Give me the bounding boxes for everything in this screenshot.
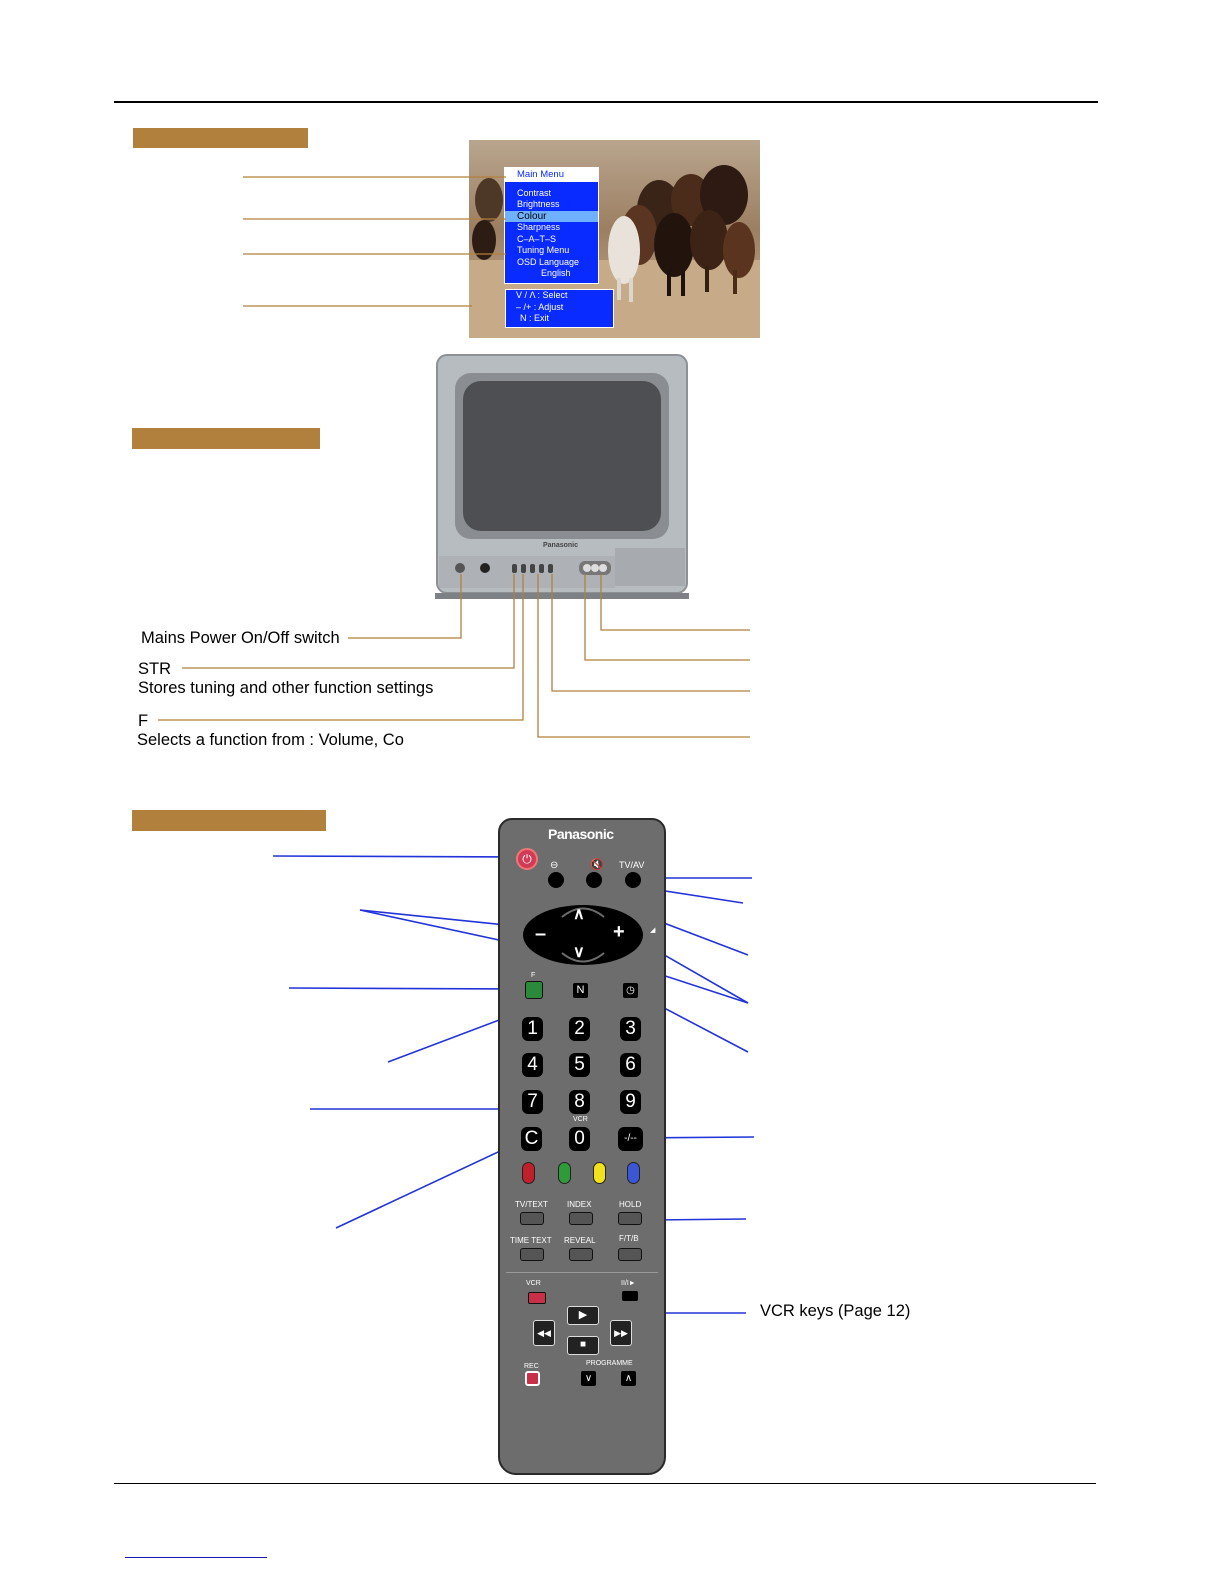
num-8-button[interactable]: 8	[569, 1090, 590, 1114]
programme-up-button[interactable]: ∧	[621, 1371, 636, 1386]
hold-button[interactable]	[618, 1212, 642, 1225]
hold-label: HOLD	[619, 1200, 642, 1209]
ftb-label: F/T/B	[619, 1234, 639, 1243]
num-7-button[interactable]: 7	[522, 1090, 543, 1114]
osd-help-select: V / Λ : Select	[516, 290, 568, 300]
volume-indicator-icon: ◢	[650, 927, 656, 934]
osd-item-colour[interactable]: Colour	[505, 211, 598, 223]
mute-button[interactable]	[586, 872, 602, 888]
tvtext-label: TV/TEXT	[515, 1200, 548, 1209]
index-button[interactable]	[569, 1212, 593, 1225]
osd-item-english[interactable]: English	[541, 268, 571, 278]
num-6-button[interactable]: 6	[620, 1053, 641, 1077]
yellow-button[interactable]	[593, 1162, 606, 1184]
label-f-title: F	[138, 712, 149, 730]
osd-help-exit: N : Exit	[520, 313, 550, 323]
pause-label: II/I►	[621, 1280, 636, 1287]
num-0-button[interactable]: 0	[569, 1127, 590, 1151]
mute-icon: 🔇	[590, 859, 604, 871]
blue-button[interactable]	[627, 1162, 640, 1184]
label-str-desc: Stores tuning and other function settings	[138, 679, 434, 697]
remote-brand: Panasonic	[548, 826, 614, 842]
osd-item-contrast[interactable]: Contrast	[517, 187, 552, 198]
fast-forward-button[interactable]	[610, 1320, 632, 1346]
f-button[interactable]	[525, 981, 543, 999]
stop-icon: ■	[579, 1339, 587, 1350]
fast-forward-icon: ▶▶	[614, 1328, 628, 1338]
vcr-small-label: VCR	[573, 1116, 588, 1123]
play-icon: ▶	[578, 1309, 588, 1321]
timer-icon: ◷	[626, 985, 635, 996]
n-button[interactable]: N	[573, 983, 588, 998]
num-1-button[interactable]: 1	[522, 1017, 543, 1041]
reveal-label: REVEAL	[564, 1236, 596, 1245]
minus-button[interactable]: –	[535, 923, 547, 945]
osd-menu-title: Main Menu	[505, 168, 598, 182]
rewind-icon: ◀◀	[537, 1328, 551, 1338]
osd-item-osd-language[interactable]: OSD Language	[517, 256, 580, 267]
down-button[interactable]: ∨	[573, 944, 585, 961]
tvav-button[interactable]	[625, 872, 641, 888]
programme-down-button[interactable]: ∨	[581, 1371, 596, 1386]
ftb-button[interactable]	[618, 1248, 642, 1261]
num-4-button[interactable]: 4	[522, 1053, 543, 1077]
num-3-button[interactable]: 3	[620, 1017, 641, 1041]
programme-label: PROGRAMME	[586, 1360, 633, 1367]
dash-button[interactable]: -/--	[618, 1127, 643, 1151]
power-icon: ⏻	[522, 852, 532, 866]
rec-button[interactable]	[525, 1371, 540, 1386]
standby-button[interactable]	[516, 848, 538, 870]
timetext-label: TIME TEXT	[510, 1236, 552, 1245]
input-button[interactable]	[548, 872, 564, 888]
num-9-button[interactable]: 9	[620, 1090, 641, 1114]
index-label: INDEX	[567, 1200, 592, 1209]
vcr-keys-callout: VCR keys (Page 12)	[760, 1302, 911, 1320]
green-button[interactable]	[558, 1162, 571, 1184]
red-button[interactable]	[522, 1162, 535, 1184]
pause-button[interactable]	[622, 1291, 638, 1301]
osd-item-cats[interactable]: C–A–T–S	[517, 233, 557, 244]
up-button[interactable]: ∧	[573, 906, 585, 923]
label-f-desc: Selects a function from : Volume, Co	[137, 731, 404, 749]
tvav-label: TV/AV	[619, 860, 645, 870]
tv-brand-logo: Panasonic	[543, 542, 579, 549]
stop-button[interactable]	[567, 1336, 599, 1355]
timer-button[interactable]	[623, 983, 638, 998]
timetext-button[interactable]	[520, 1248, 544, 1261]
remote-divider	[506, 1272, 658, 1273]
reveal-button[interactable]	[569, 1248, 593, 1261]
c-button[interactable]: C	[521, 1127, 542, 1151]
f-label: F	[531, 972, 536, 979]
plus-button[interactable]: +	[613, 921, 625, 943]
vcr-power-button[interactable]	[528, 1292, 546, 1304]
label-str-title: STR	[138, 660, 171, 678]
label-mains-power: Mains Power On/Off switch	[141, 629, 340, 647]
input-icon: ⊖	[550, 860, 559, 871]
num-5-button[interactable]: 5	[569, 1053, 590, 1077]
osd-item-tuning-menu[interactable]: Tuning Menu	[517, 245, 570, 255]
direction-pad	[522, 904, 644, 966]
rec-label: REC	[524, 1363, 539, 1370]
rewind-button[interactable]	[533, 1320, 555, 1346]
osd-item-sharpness[interactable]: Sharpness	[517, 222, 561, 232]
vcr-power-label: VCR	[526, 1280, 541, 1287]
num-2-button[interactable]: 2	[569, 1017, 590, 1041]
osd-help-adjust: – /+ : Adjust	[516, 301, 564, 312]
remote-control	[498, 818, 666, 1475]
play-button[interactable]	[567, 1306, 599, 1325]
osd-item-brightness[interactable]: Brightness	[517, 199, 560, 209]
tvtext-button[interactable]	[520, 1212, 544, 1225]
